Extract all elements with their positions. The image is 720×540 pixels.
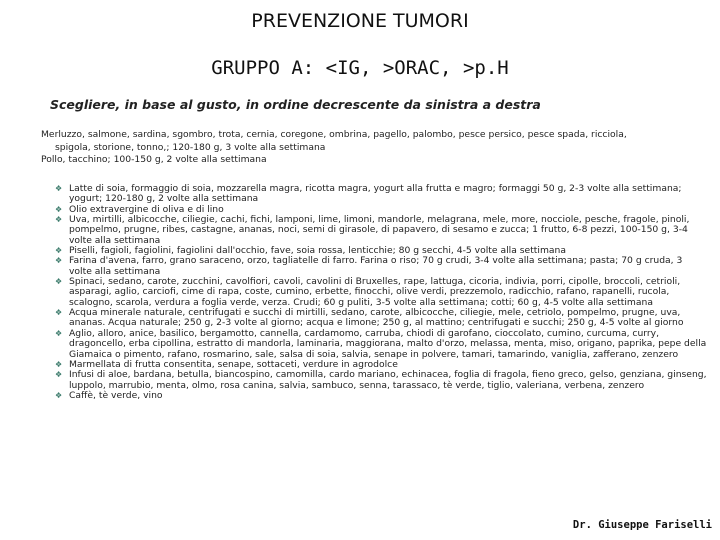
list-item bbox=[53, 370, 708, 391]
intro-line: Merluzzo, salmone, sardina, sgombro, trota, cernia, coregone, ombrina, pagello, palombo, pesce persico, pesce spada, ricciola, bbox=[41, 129, 627, 140]
list-item-text: Uva, mirtilli, albicocche, ciliegie, cachi, fichi, lamponi, lime, limoni, mandorle, melagrana, mele, more, nocciole, pesche, fragole, pinoli, pompelmo, prugne, ribes, castagne, ananas, noci, semi di girasole, di papavero, di sesamo e zucca; 1 frutto, 6-8 pezzi, 100-150 g, 3-4 volte alla settimana bbox=[69, 214, 690, 246]
list-item-text: Farina d'avena, farro, grano saraceno, orzo, tagliatelle di farro. Farina o riso; 70 g crudi, 3-4 volte alla settimana; pasta; 70 g cruda, 3 volte alla settimana bbox=[69, 255, 683, 277]
diamond-bullet-icon: ❖ bbox=[55, 256, 63, 266]
diamond-bullet-icon: ❖ bbox=[55, 308, 63, 318]
diamond-bullet-icon: ❖ bbox=[55, 246, 63, 256]
list-item bbox=[53, 308, 708, 329]
list-item-text: Aglio, alloro, anice, basilico, bergamotto, cannella, cardamomo, carruba, chiodi di garofano, cioccolato, cumino, curcuma, curry, dragoncello, erba cipollina, estratto di mandorla, laminaria, maggiorana, malto d'orzo, melassa, menta, miso, origano, paprika, pepe della Giamaica o pimento, rafano, rosmarino, sale, salsa di soia, salvia, senape in polvere, tamari, tamarindo, vaniglia, zafferano, zenzero bbox=[69, 327, 707, 360]
intro-line: Pollo, tacchino; 100-150 g, 2 volte alla settimana bbox=[41, 154, 267, 165]
diamond-bullet-icon: ❖ bbox=[55, 215, 63, 225]
list-item-text: Latte di soia, formaggio di soia, mozzarella magra, ricotta magra, yogurt alla frutta e magro; formaggi 50 g, 2-3 volte alla settimana; yogurt; 120-180 g, 2 volte alla settimana bbox=[69, 183, 682, 205]
diamond-bullet-icon: ❖ bbox=[55, 390, 63, 400]
list-item bbox=[53, 215, 708, 246]
diamond-bullet-icon: ❖ bbox=[55, 204, 63, 214]
intro-line: spigola, storione, tonno,; 120-180 g, 3 volte alla settimana bbox=[55, 141, 326, 153]
diamond-bullet-icon: ❖ bbox=[55, 277, 63, 287]
list-item bbox=[53, 391, 708, 401]
intro-paragraph bbox=[41, 129, 711, 167]
list-item bbox=[53, 277, 708, 308]
list-item bbox=[53, 184, 708, 205]
list-item-text: Olio extravergine di oliva e di lino bbox=[69, 203, 224, 215]
instruction-text: Scegliere, in base al gusto, in ordine decrescente da sinistra a destra bbox=[50, 97, 541, 112]
list-item-text: Spinaci, sedano, carote, zucchini, cavolfiori, cavoli, cavolini di Bruxelles, rape, lattuga, cicoria, indivia, porri, cipolle, broccoli, cetrioli, asparagi, aglio, carciofi, cime di rapa, coste, cumino, erbette, finocchi, olive verdi, prezzemolo, radicchio, rafano, rapanelli, rucola, scalogno, scarola, verdura a foglia verde, verza. Crudi; 60 g puliti, 3-5 volte alla settimana; cotti; 60 g, 4-5 volte alla settimana bbox=[69, 276, 681, 308]
group-subtitle: GRUPPO A: <IG, >ORAC, >p.H bbox=[211, 57, 509, 79]
page-title: PREVENZIONE TUMORI bbox=[251, 10, 469, 32]
diamond-bullet-icon: ❖ bbox=[55, 359, 63, 369]
list-item bbox=[53, 256, 708, 277]
list-item bbox=[53, 329, 708, 360]
diamond-bullet-icon: ❖ bbox=[55, 328, 63, 338]
author-signature: Dr. Giuseppe Fariselli bbox=[572, 519, 712, 531]
diamond-bullet-icon: ❖ bbox=[55, 184, 63, 193]
list-item-text: Marmellata di frutta consentita, senape, sottaceti, verdure in agrodolce bbox=[69, 358, 398, 370]
food-list bbox=[53, 184, 708, 401]
diamond-bullet-icon: ❖ bbox=[55, 370, 63, 380]
list-item-text: Caffè, tè verde, vino bbox=[69, 389, 163, 401]
list-item-text: Piselli, fagioli, fagiolini, fagiolini dall'occhio, fave, soia rossa, lenticchie; 80 g secchi, 4-5 volte alla settimana bbox=[69, 245, 566, 257]
list-item-text: Acqua minerale naturale, centrifugati e succhi di mirtilli, sedano, carote, albicocche, ciliegie, mele, cetriolo, pompelmo, prugne, uva, ananas. Acqua naturale; 250 g, 2-3 volte al giorno; acqua e limone; 250 g, al mattino; centrifugati e succhi; 250 g, 4-5 volte al giorno bbox=[69, 307, 684, 329]
list-item-text: Infusi di aloe, bardana, betulla, biancospino, camomilla, cardo mariano, echinacea, foglia di fragola, fieno greco, gelso, genziana, ginseng, luppolo, marrubio, menta, olmo, rosa canina, salvia, sambuco, senna, tarassaco, tè verde, tiglio, valeriana, verbena, zenzero bbox=[69, 369, 707, 391]
